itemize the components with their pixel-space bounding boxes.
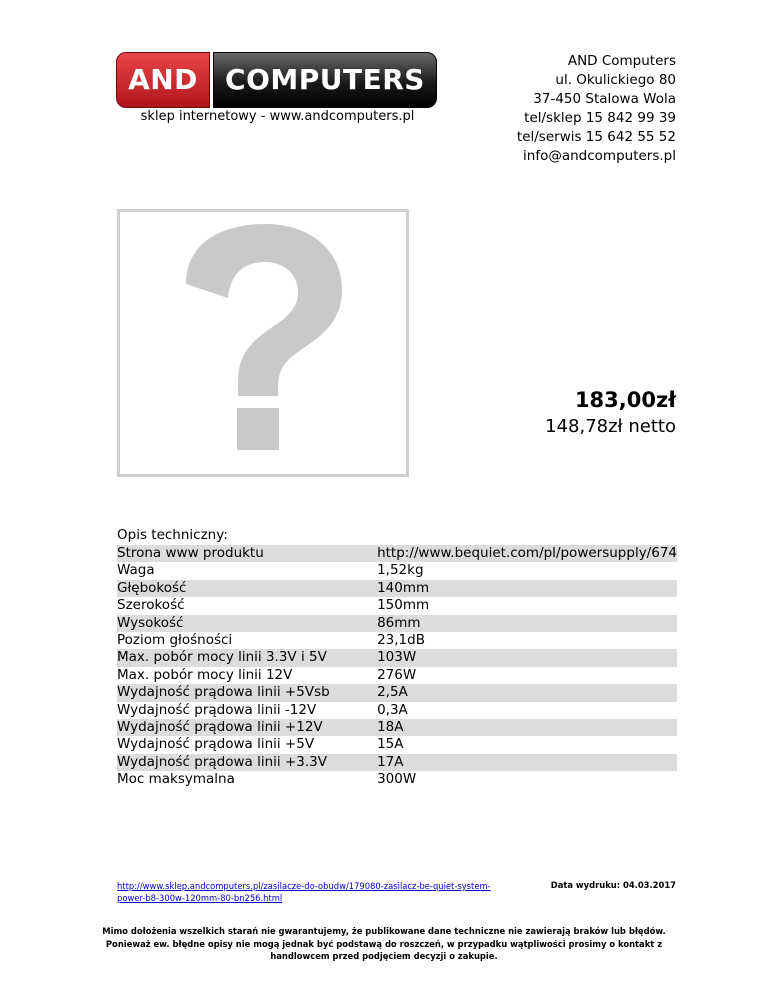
spec-value: 17A xyxy=(377,754,677,771)
spec-value: 300W xyxy=(377,771,417,788)
spec-value: 150mm xyxy=(377,597,430,614)
address-line: tel/serwis 15 642 55 52 xyxy=(516,129,676,145)
table-row xyxy=(117,719,677,736)
address-line: 37-450 Stalowa Wola xyxy=(533,91,676,107)
spec-label: Wydajność prądowa linii +5Vsb xyxy=(117,684,377,701)
table-row xyxy=(117,615,677,632)
spec-label: Wysokość xyxy=(117,615,377,632)
product-image-placeholder xyxy=(117,209,409,477)
spec-label: Waga xyxy=(117,562,155,579)
table-row xyxy=(117,736,677,753)
table-row xyxy=(117,632,677,649)
table-row xyxy=(117,754,677,771)
spec-label: Max. pobór mocy linii 3.3V i 5V xyxy=(117,649,377,666)
store-logo xyxy=(116,52,436,108)
print-date: Data wydruku: 04.03.2017 xyxy=(550,880,676,890)
table-row xyxy=(117,667,677,684)
logo-and-part: AND xyxy=(116,52,210,108)
spec-value: http://www.bequiet.com/pl/powersupply/674 xyxy=(377,545,677,561)
table-row xyxy=(117,597,677,614)
spec-value: 140mm xyxy=(377,580,677,597)
table-row xyxy=(117,702,677,719)
table-row xyxy=(117,545,677,562)
spec-label: Głębokość xyxy=(117,580,377,597)
table-row xyxy=(117,771,677,788)
spec-label: Poziom głośności xyxy=(117,632,233,649)
address-line: info@andcomputers.pl xyxy=(523,148,676,164)
address-line: AND Computers xyxy=(567,53,676,69)
specs-title: Opis techniczny: xyxy=(117,527,228,543)
specs-table xyxy=(117,545,677,789)
spec-value: 0,3A xyxy=(377,701,408,718)
spec-label: Wydajność prądowa linii -12V xyxy=(117,701,317,718)
spec-label: Max. pobór mocy linii 12V xyxy=(117,666,293,683)
spec-label: Wydajność prądowa linii +12V xyxy=(117,719,377,736)
address-line: ul. Okulickiego 80 xyxy=(555,72,676,88)
spec-value: 18A xyxy=(377,719,677,736)
price-net: 148,78zł netto xyxy=(545,416,676,437)
spec-value: 103W xyxy=(377,649,677,666)
spec-label: Szerokość xyxy=(117,597,185,614)
table-row xyxy=(117,562,677,579)
table-row xyxy=(117,580,677,597)
spec-label: Moc maksymalna xyxy=(117,771,235,788)
spec-value: 1,52kg xyxy=(377,562,424,579)
store-address xyxy=(517,52,676,166)
logo-computers-part: COMPUTERS xyxy=(213,52,437,108)
product-page-link[interactable]: http://www.sklep.andcomputers.pl/zasilacze-do-obudw/179080-zasilacz-be-quiet-system-power-b8-300w-120mm-80-bn256.html xyxy=(117,881,491,903)
spec-value: 276W xyxy=(377,666,417,683)
spec-label: Strona www produktu xyxy=(117,545,377,562)
question-mark-placeholder-icon xyxy=(120,212,406,474)
table-row xyxy=(117,649,677,666)
store-tagline: sklep internetowy - www.andcomputers.pl xyxy=(140,109,415,124)
spec-label: Wydajność prądowa linii +3.3V xyxy=(117,754,377,771)
spec-value: 2,5A xyxy=(377,684,677,701)
spec-label: Wydajność prądowa linii +5V xyxy=(117,736,315,753)
spec-value: 23,1dB xyxy=(377,632,425,649)
spec-value: 15A xyxy=(377,736,404,753)
price-gross: 183,00zł xyxy=(574,388,676,412)
disclaimer-text: Mimo dołożenia wszelkich starań nie gwarantujemy, że publikowane dane techniczne nie zawierają braków lub błędów. Ponieważ ew. błędne opisy nie mogą jednak być podstawą do roszczeń, w przypadku wątpliwości prosimy o kontakt z handlowcem przed podjęciem decyzji o zakupie. xyxy=(102,926,666,961)
table-row xyxy=(117,684,677,701)
address-line: tel/sklep 15 842 99 39 xyxy=(524,110,676,126)
spec-value: 86mm xyxy=(377,615,677,632)
